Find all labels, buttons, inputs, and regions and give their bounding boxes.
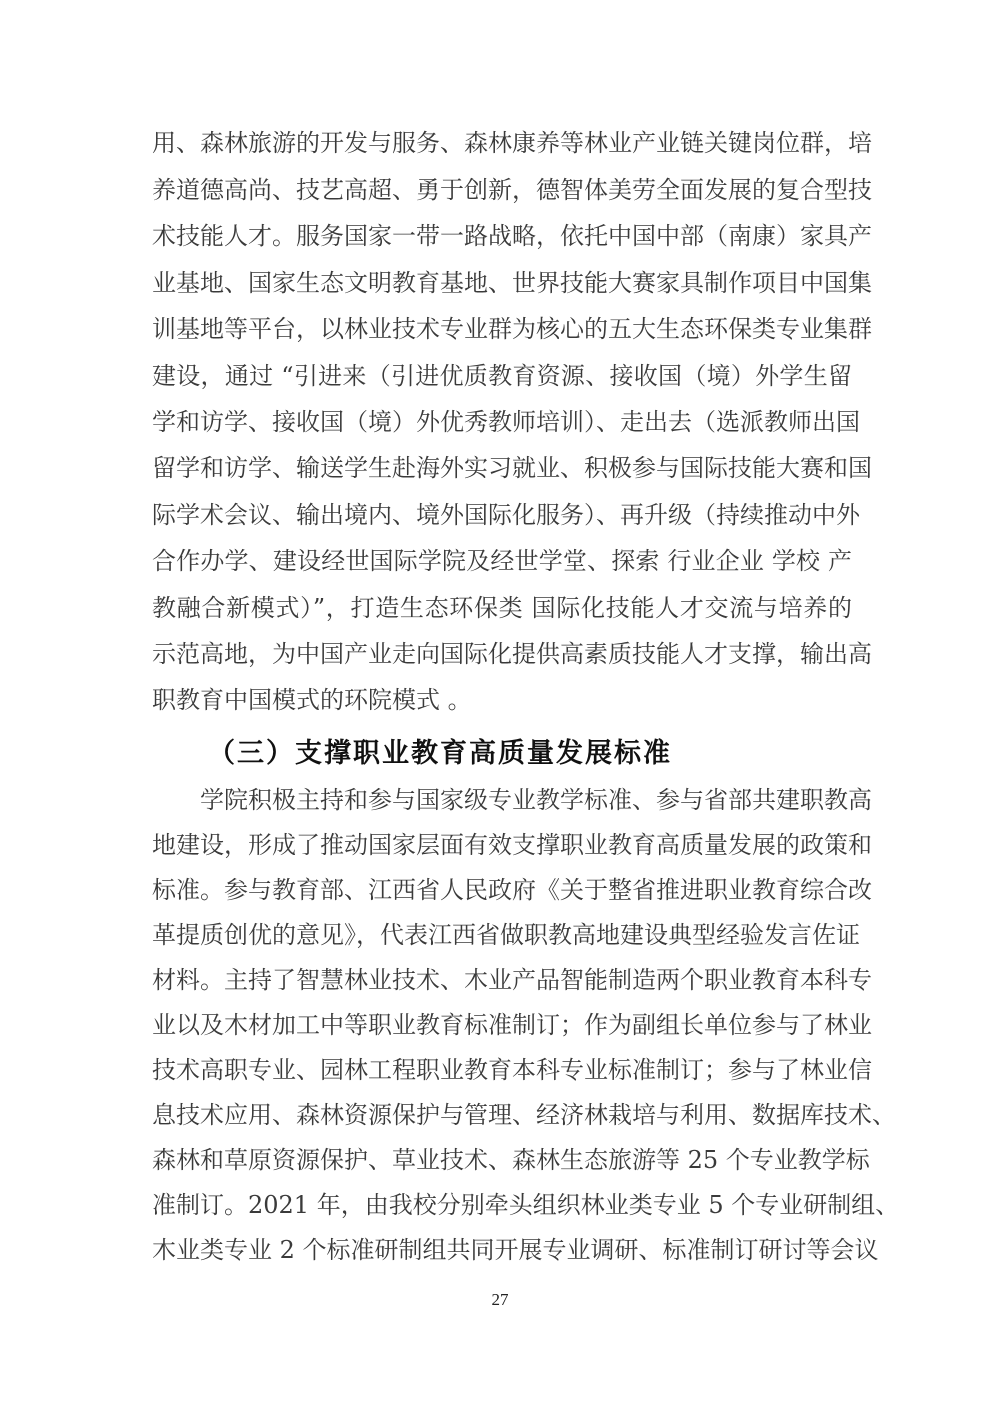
text-line: 示范高地，为中国产业走向国际化提供高素质技能人才支撑，输出高 <box>152 640 872 668</box>
text-line: 训基地等平台，以林业技术专业群为核心的五大生态环保类专业集群 <box>152 315 872 343</box>
text-line: 建设，通过 “引进来（引进优质教育资源、接收国（境）外学生留 <box>152 362 852 390</box>
text-line: 养道德高尚、技艺高超、勇于创新，德智体美劳全面发展的复合型技 <box>152 176 872 204</box>
text-line: 用、森林旅游的开发与服务、森林康养等林业产业链关键岗位群，培 <box>152 129 872 157</box>
text-line: 术技能人才。服务国家一带一路战略，依托中国中部（南康）家具产 <box>152 222 872 250</box>
text-line: 业以及木材加工中等职业教育标准制订；作为副组长单位参与了林业 <box>152 1011 872 1039</box>
section-heading: （三）支撑职业教育高质量发展标准 <box>208 738 672 769</box>
text-line: 标准。参与教育部、江西省人民政府《关于整省推进职业教育综合改 <box>152 876 872 904</box>
text-line: 学和访学、接收国（境）外优秀教师培训）、走出去（选派教师出国 <box>152 408 860 436</box>
text-line: 息技术应用、森林资源保护与管理、经济林栽培与利用、数据库技术、 <box>152 1101 896 1129</box>
text-line: 木业类专业 2 个标准研制组共同开展专业调研、标准制订研讨等会议 <box>152 1236 879 1264</box>
text-line: 教融合新模式）”，打造生态环保类 国际化技能人才交流与培养的 <box>152 594 852 622</box>
text-line: 技术高职专业、园林工程职业教育本科专业标准制订；参与了林业信 <box>152 1056 872 1084</box>
text-line: 职教育中国模式的环院模式 。 <box>152 686 472 714</box>
text-line: 革提质创优的意见》，代表江西省做职教高地建设典型经验发言佐证 <box>152 921 860 949</box>
text-line: 学院积极主持和参与国家级专业教学标准、参与省部共建职教高 <box>200 786 872 814</box>
text-line: 准制订。2021 年，由我校分别牵头组织林业类专业 5 个专业研制组、 <box>152 1191 900 1219</box>
text-line: 材料。主持了智慧林业技术、木业产品智能制造两个职业教育本科专 <box>152 966 872 994</box>
text-line: 森林和草原资源保护、草业技术、森林生态旅游等 25 个专业教学标 <box>152 1146 870 1174</box>
text-line: 际学术会议、输出境内、境外国际化服务）、再升级（持续推动中外 <box>152 501 860 529</box>
text-line: 地建设，形成了推动国家层面有效支撑职业教育高质量发展的政策和 <box>152 831 872 859</box>
text-line: 业基地、国家生态文明教育基地、世界技能大赛家具制作项目中国集 <box>152 269 872 297</box>
page-number: 27 <box>491 1290 509 1309</box>
text-line: 留学和访学、输送学生赴海外实习就业、积极参与国际技能大赛和国 <box>152 454 872 482</box>
text-line: 合作办学、建设经世国际学院及经世学堂、探索 行业企业 学校 产 <box>152 547 852 575</box>
